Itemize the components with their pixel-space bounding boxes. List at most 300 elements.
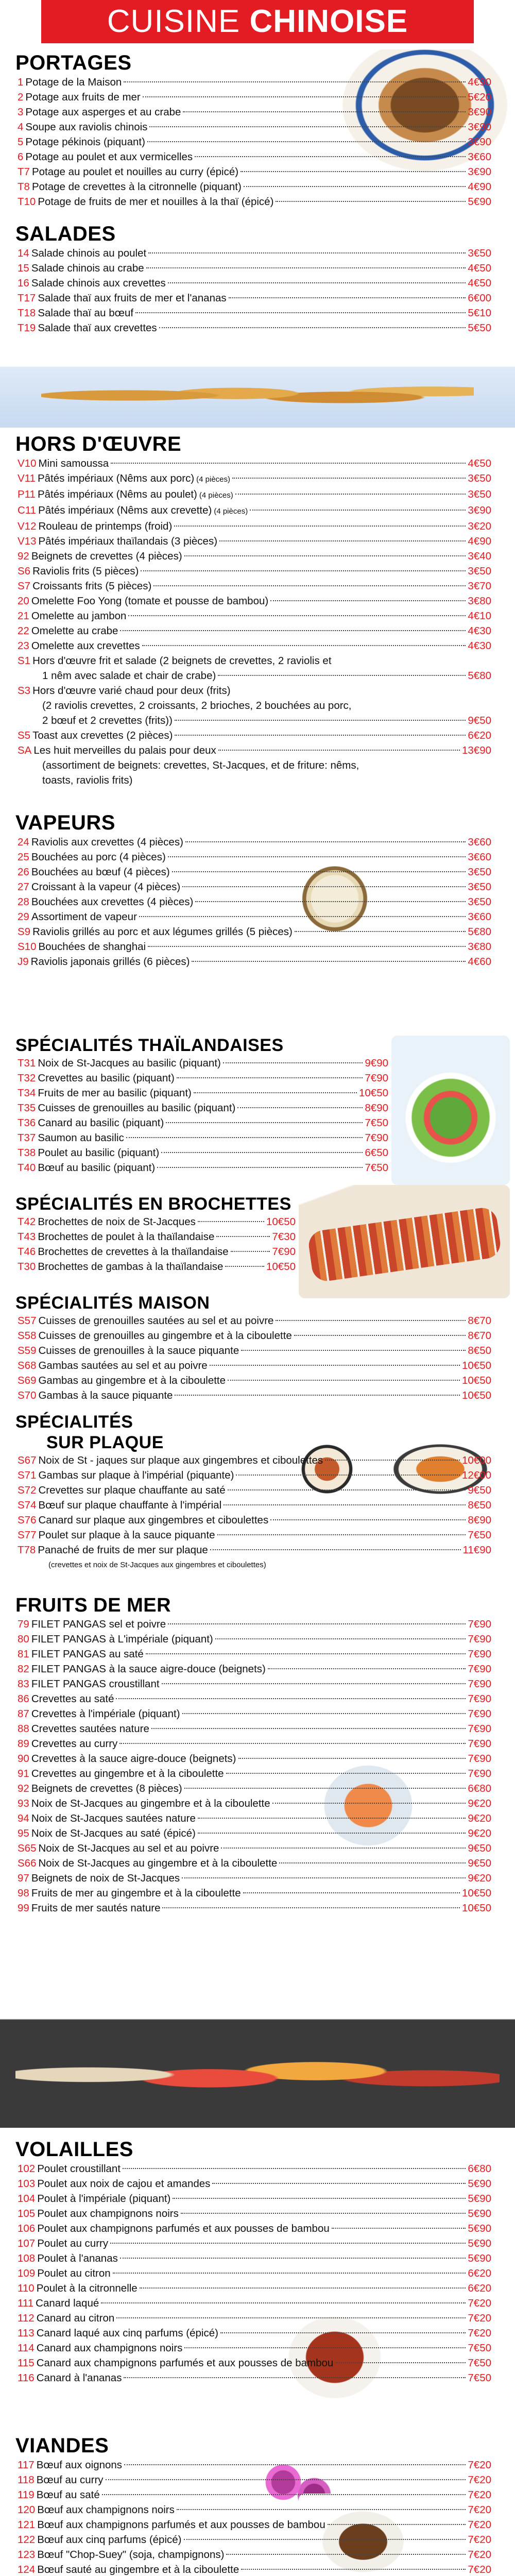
leader-dots bbox=[102, 2494, 466, 2495]
section-title: SPÉCIALITÉS MAISON bbox=[15, 1293, 210, 1313]
item-name: Bœuf aux champignons noirs bbox=[37, 2504, 175, 2516]
leader-dots bbox=[110, 2243, 466, 2244]
item-price: 8€70 bbox=[468, 1330, 491, 1342]
item-name: Raviolis aux crevettes (4 pièces) bbox=[31, 836, 183, 848]
leader-dots bbox=[151, 1728, 466, 1729]
item-price: 5€90 bbox=[468, 2252, 491, 2264]
item-name: Hors d'œuvre varié chaud pour deux (frits) bbox=[32, 685, 231, 697]
item-price: 4€60 bbox=[468, 956, 491, 968]
menu-item bbox=[18, 1811, 491, 1826]
menu-item bbox=[18, 1373, 491, 1388]
menu-item bbox=[18, 594, 491, 608]
item-code: 22 bbox=[18, 625, 29, 637]
item-code: 1 bbox=[18, 76, 24, 88]
item-code: S57 bbox=[18, 1315, 37, 1327]
item-name: Raviolis grillés au porc et aux légumes grillés (5 pièces) bbox=[32, 926, 293, 938]
leader-dots bbox=[217, 1534, 466, 1535]
item-price: 9€50 bbox=[468, 1857, 491, 1869]
menu-item bbox=[18, 2236, 491, 2251]
item-price: 7€90 bbox=[468, 1648, 491, 1660]
item-code: S1 bbox=[18, 655, 31, 667]
menu-item bbox=[18, 149, 491, 164]
item-list bbox=[18, 75, 491, 209]
item-price: 6€80 bbox=[468, 1783, 491, 1794]
item-code: 2 bbox=[18, 91, 24, 103]
item-code: 6 bbox=[18, 151, 24, 163]
item-code: T35 bbox=[18, 1102, 36, 1114]
item-list bbox=[18, 1313, 491, 1403]
item-code: S77 bbox=[18, 1529, 37, 1541]
item-name: Brochettes de poulet à la thaïlandaise bbox=[38, 1231, 215, 1243]
item-code: 79 bbox=[18, 1618, 29, 1630]
item-price: 7€20 bbox=[468, 2534, 491, 2546]
item-price: 3€50 bbox=[468, 247, 491, 259]
item-name: Crevettes sur plaque chauffante au saté bbox=[38, 1484, 226, 1496]
item-price: 12€00 bbox=[461, 1469, 491, 1481]
item-price: 4€50 bbox=[468, 262, 491, 274]
item-code: 21 bbox=[18, 610, 29, 622]
menu-item bbox=[18, 1130, 388, 1145]
menu-item bbox=[18, 683, 491, 698]
item-list bbox=[18, 1617, 491, 1916]
leader-dots bbox=[241, 2569, 466, 2570]
item-price: 7€90 bbox=[468, 1633, 491, 1645]
item-price: 7€20 bbox=[468, 2504, 491, 2516]
item-name: Gambas sur plaque à l'impérial (piquante) bbox=[38, 1469, 234, 1481]
menu-item bbox=[18, 653, 491, 668]
item-list bbox=[18, 246, 491, 335]
menu-item bbox=[18, 2266, 491, 2281]
leader-dots bbox=[168, 282, 466, 283]
item-name: (2 raviolis crevettes, 2 croissants, 2 brioches, 2 bouchées au porc, bbox=[42, 700, 352, 711]
leader-dots bbox=[120, 630, 466, 631]
leader-dots bbox=[184, 555, 466, 556]
item-price: 7€90 bbox=[468, 1708, 491, 1720]
item-name: Gambas sautées au sel et au poivre bbox=[38, 1360, 208, 1371]
item-price: 7€50 bbox=[468, 2357, 491, 2369]
menu-item bbox=[18, 2370, 491, 2385]
item-name: Canard laqué bbox=[36, 2297, 99, 2309]
menu-item bbox=[18, 1229, 296, 1244]
item-code: 89 bbox=[18, 1738, 29, 1750]
item-price: 5€90 bbox=[468, 2238, 491, 2249]
item-code: T7 bbox=[18, 166, 30, 178]
item-name: Beignets de noix de St-Jacques bbox=[31, 1872, 180, 1884]
item-code: P11 bbox=[18, 488, 36, 500]
leader-dots bbox=[124, 81, 466, 82]
leader-dots bbox=[182, 1713, 466, 1714]
item-code: S76 bbox=[18, 1514, 37, 1526]
leader-dots bbox=[243, 1892, 460, 1893]
menu-item bbox=[18, 1259, 296, 1274]
menu-item bbox=[18, 2547, 491, 2562]
item-name: Crevettes au gingembre et à la ciboulette bbox=[31, 1768, 224, 1780]
item-code: S6 bbox=[18, 565, 31, 577]
section-title: SALADES bbox=[15, 223, 116, 245]
menu-item bbox=[18, 519, 491, 534]
item-price: 10€00 bbox=[461, 1454, 491, 1466]
item-name: Pâtés impériaux (Nêms aux crevette) bbox=[38, 504, 212, 516]
menu-item bbox=[18, 1328, 491, 1343]
menu-item bbox=[18, 728, 491, 743]
item-price: 8€50 bbox=[468, 1499, 491, 1511]
menu-item bbox=[18, 579, 491, 594]
item-name: Les huit merveilles du palais pour deux bbox=[33, 744, 216, 756]
item-name: Raviolis japonais grillés (6 pièces) bbox=[30, 956, 190, 968]
item-code: 90 bbox=[18, 1753, 29, 1765]
item-name: Panaché de fruits de mer sur plaque bbox=[38, 1544, 208, 1556]
item-price: 7€20 bbox=[468, 2564, 491, 2575]
section-subtitle: SUR PLAQUE bbox=[46, 1433, 164, 1452]
item-price: 4€50 bbox=[468, 457, 491, 469]
item-code: 115 bbox=[18, 2357, 35, 2369]
menu-item bbox=[18, 1214, 296, 1229]
item-name: toasts, raviolis frits) bbox=[42, 774, 133, 786]
item-code: 91 bbox=[18, 1768, 29, 1780]
leader-dots bbox=[139, 916, 466, 917]
item-price: 7€50 bbox=[365, 1162, 388, 1174]
menu-item bbox=[18, 90, 491, 105]
leader-dots bbox=[174, 526, 466, 527]
menu-item bbox=[18, 1647, 491, 1662]
item-price: 8€50 bbox=[468, 1345, 491, 1357]
item-name: Poulet à l'impériale (piquant) bbox=[37, 2193, 171, 2205]
item-price: 5€10 bbox=[468, 307, 491, 319]
item-name: Canard aux champignons noirs bbox=[36, 2342, 183, 2354]
item-code: 4 bbox=[18, 121, 24, 133]
leader-dots bbox=[325, 1460, 460, 1461]
item-price: 9€50 bbox=[468, 1842, 491, 1854]
item-code: S72 bbox=[18, 1484, 37, 1496]
item-code: S71 bbox=[18, 1469, 37, 1481]
item-price: 13€90 bbox=[461, 744, 491, 756]
item-price: 3€50 bbox=[468, 896, 491, 908]
item-name: Poulet sur plaque à la sauce piquante bbox=[38, 1529, 215, 1541]
leader-dots bbox=[279, 1862, 466, 1863]
item-name: Poulet au citron bbox=[37, 2267, 111, 2279]
leader-dots bbox=[119, 1743, 466, 1744]
item-code: 81 bbox=[18, 1648, 29, 1660]
leader-dots bbox=[224, 1504, 466, 1505]
section-viandes bbox=[0, 2434, 515, 2576]
item-price: 5€90 bbox=[468, 2223, 491, 2234]
item-price: 5€90 bbox=[468, 2193, 491, 2205]
item-code: 110 bbox=[18, 2282, 35, 2294]
item-price: 6€80 bbox=[468, 2163, 491, 2175]
item-code: S7 bbox=[18, 580, 31, 592]
leader-dots bbox=[215, 1638, 466, 1639]
leader-dots bbox=[221, 1848, 466, 1849]
item-price: 7€90 bbox=[468, 1723, 491, 1735]
item-price: 7€20 bbox=[468, 2489, 491, 2501]
item-name: Canard sur plaque aux gingembres et ciboulettes bbox=[38, 1514, 269, 1526]
leader-dots bbox=[226, 2554, 466, 2555]
item-name: Potage de la Maison bbox=[25, 76, 122, 88]
seafood-photo bbox=[0, 2009, 515, 2128]
leader-dots bbox=[250, 510, 466, 511]
item-price: 7€20 bbox=[468, 2297, 491, 2309]
item-code: 28 bbox=[18, 896, 29, 908]
leader-dots bbox=[198, 1833, 466, 1834]
item-code: T18 bbox=[18, 307, 36, 319]
item-name: Soupe aux raviolis chinois bbox=[25, 121, 148, 133]
leader-dots bbox=[159, 327, 466, 328]
item-code: T36 bbox=[18, 1117, 36, 1129]
item-name: Cuisses de grenouilles à la sauce piquante bbox=[38, 1345, 239, 1357]
item-code: 20 bbox=[18, 595, 29, 607]
menu-item bbox=[18, 924, 491, 939]
menu-item bbox=[18, 1358, 491, 1373]
leader-dots bbox=[210, 1365, 460, 1366]
item-price: 4€30 bbox=[468, 640, 491, 652]
leader-dots bbox=[244, 186, 466, 187]
item-name: Fruits de mer au gingembre et à la ciboulette bbox=[31, 1887, 241, 1899]
item-code: S70 bbox=[18, 1389, 37, 1401]
item-name: Cuisses de grenouilles au basilic (piquant) bbox=[38, 1102, 236, 1114]
menu-item bbox=[18, 1736, 491, 1751]
menu-item bbox=[18, 894, 491, 909]
menu-item bbox=[18, 564, 491, 579]
item-code: S58 bbox=[18, 1330, 37, 1342]
item-code: T42 bbox=[18, 1216, 36, 1228]
item-code: 116 bbox=[18, 2372, 35, 2384]
leader-dots bbox=[157, 1167, 363, 1168]
menu-item bbox=[18, 879, 491, 894]
leader-dots bbox=[195, 156, 466, 157]
item-name: Bœuf aux cinq parfums (épicé) bbox=[37, 2534, 182, 2546]
menu-item bbox=[18, 1826, 491, 1841]
item-code: 92 bbox=[18, 1783, 29, 1794]
menu-item bbox=[18, 1751, 491, 1766]
item-code: S9 bbox=[18, 926, 31, 938]
leader-dots bbox=[106, 2479, 466, 2480]
menu-item bbox=[18, 276, 491, 291]
item-name: (assortiment de beignets: crevettes, St-Jacques, et de friture: nêms, bbox=[42, 759, 359, 771]
menu-item bbox=[18, 1781, 491, 1796]
menu-item bbox=[18, 1796, 491, 1811]
menu-item bbox=[18, 2311, 491, 2326]
item-code: 106 bbox=[18, 2223, 36, 2234]
item-price: 7€50 bbox=[468, 2372, 491, 2384]
section-vapeurs bbox=[0, 811, 515, 969]
item-code: 102 bbox=[18, 2163, 36, 2175]
item-price: 7€20 bbox=[468, 2474, 491, 2486]
leader-dots bbox=[175, 1395, 460, 1396]
menu-item bbox=[18, 1086, 388, 1100]
item-code: 14 bbox=[18, 247, 29, 259]
item-name: Pâtés impériaux thaïlandais (3 pièces) bbox=[38, 535, 218, 547]
menu-item bbox=[18, 246, 491, 261]
item-name: Salade thaï au bœuf bbox=[38, 307, 134, 319]
item-name: Poulet aux champignons parfumés et aux pousses de bambou bbox=[37, 2223, 330, 2234]
item-price: 7€20 bbox=[468, 2459, 491, 2471]
item-code: C11 bbox=[18, 504, 37, 516]
item-name: Noix de St-Jacques au basilic (piquant) bbox=[38, 1057, 221, 1069]
item-price: 6€20 bbox=[468, 730, 491, 741]
menu-item bbox=[18, 1721, 491, 1736]
item-name: Fruits de mer au basilic (piquant) bbox=[38, 1087, 192, 1099]
item-code: 118 bbox=[18, 2474, 35, 2486]
item-price: 3€90 bbox=[468, 504, 491, 516]
item-name: Brochettes de gambas à la thaïlandaise bbox=[38, 1261, 224, 1273]
item-code: T19 bbox=[18, 322, 36, 334]
item-price: 7€20 bbox=[468, 2519, 491, 2531]
item-code: 97 bbox=[18, 1872, 29, 1884]
item-price: 5€80 bbox=[468, 670, 491, 682]
item-price: 3€50 bbox=[468, 472, 491, 484]
leader-dots bbox=[241, 171, 466, 172]
item-code: 119 bbox=[18, 2489, 35, 2501]
menu-item bbox=[18, 713, 491, 728]
item-price: 10€50 bbox=[461, 1887, 491, 1899]
item-code: S69 bbox=[18, 1375, 37, 1386]
item-price: 10€50 bbox=[461, 1360, 491, 1371]
leader-dots bbox=[123, 2168, 466, 2169]
item-price: 4€90 bbox=[468, 535, 491, 547]
leader-dots bbox=[218, 675, 466, 676]
leader-dots bbox=[268, 1668, 466, 1669]
menu-item bbox=[18, 1071, 388, 1086]
item-code: J9 bbox=[18, 956, 29, 968]
item-list bbox=[18, 835, 491, 969]
leader-dots bbox=[184, 1788, 466, 1789]
section-fruits bbox=[0, 1595, 515, 1916]
leader-dots bbox=[162, 1907, 460, 1908]
item-price: 9€20 bbox=[468, 1798, 491, 1809]
menu-item bbox=[18, 2206, 491, 2221]
item-price: 3€80 bbox=[468, 941, 491, 953]
menu-item bbox=[18, 1528, 491, 1543]
item-name: Salade chinois au poulet bbox=[31, 247, 147, 259]
item-price: 3€90 bbox=[468, 136, 491, 148]
item-price: 5€80 bbox=[468, 926, 491, 938]
leader-dots bbox=[182, 886, 466, 887]
item-price: 7€50 bbox=[468, 1529, 491, 1541]
item-price: 10€50 bbox=[266, 1261, 296, 1273]
item-name: Potage aux asperges et au crabe bbox=[25, 106, 181, 118]
item-name: Pâtés impériaux (Nêms aux porc) bbox=[37, 472, 195, 484]
item-price: 7€90 bbox=[272, 1246, 296, 1258]
item-name: Bœuf au basilic (piquant) bbox=[38, 1162, 156, 1174]
item-code: 83 bbox=[18, 1678, 29, 1690]
item-code: 103 bbox=[18, 2178, 36, 2190]
item-name: Bouchées au bœuf (4 pièces) bbox=[31, 866, 170, 878]
item-code: 5 bbox=[18, 136, 24, 148]
item-code: T34 bbox=[18, 1087, 36, 1099]
item-list bbox=[18, 1056, 388, 1175]
item-name: FILET PANGAS à la sauce aigre-douce (beignets) bbox=[31, 1663, 266, 1675]
title-bold: CHINOISE bbox=[249, 4, 408, 39]
menu-item bbox=[18, 2191, 491, 2206]
item-list bbox=[18, 2458, 491, 2576]
leader-dots bbox=[276, 1320, 466, 1321]
item-price: 7€20 bbox=[468, 2327, 491, 2339]
item-price: 4€90 bbox=[468, 181, 491, 193]
leader-dots bbox=[295, 931, 466, 932]
leader-dots bbox=[149, 126, 466, 127]
item-code: S10 bbox=[18, 941, 37, 953]
item-code: T31 bbox=[18, 1057, 36, 1069]
leader-dots bbox=[198, 1221, 264, 1222]
leader-dots bbox=[192, 961, 466, 962]
leader-dots bbox=[198, 1818, 466, 1819]
leader-dots bbox=[113, 2273, 466, 2274]
item-note: (4 pièces) bbox=[199, 491, 233, 500]
menu-item bbox=[18, 2281, 491, 2296]
menu-item bbox=[18, 2472, 491, 2487]
item-code: 104 bbox=[18, 2193, 36, 2205]
leader-dots bbox=[177, 1077, 363, 1078]
item-price: 5€90 bbox=[468, 2208, 491, 2219]
section-title: PORTAGES bbox=[15, 52, 132, 74]
leader-dots bbox=[168, 1623, 466, 1624]
leader-dots bbox=[124, 2377, 466, 2378]
item-name: Crevettes à l'impériale (piquant) bbox=[31, 1708, 180, 1720]
item-price: 8€70 bbox=[468, 1315, 491, 1327]
leader-dots bbox=[219, 540, 466, 541]
item-name: Poulet aux noix de cajou et amandes bbox=[37, 2178, 211, 2190]
item-price: 3€50 bbox=[468, 866, 491, 878]
section-title: SPÉCIALITÉS bbox=[15, 1412, 133, 1432]
leader-dots bbox=[270, 1519, 466, 1520]
item-price: 6€50 bbox=[365, 1147, 388, 1159]
item-name: Bœuf au saté bbox=[36, 2489, 100, 2501]
leader-dots bbox=[153, 585, 466, 586]
menu-item bbox=[18, 456, 491, 471]
leader-dots bbox=[120, 2258, 466, 2259]
leader-dots bbox=[270, 600, 466, 601]
item-list bbox=[18, 1214, 296, 1274]
item-name: Noix de St-Jacques sautées nature bbox=[31, 1812, 196, 1824]
item-name: Potage au poulet et aux vermicelles bbox=[25, 151, 193, 163]
menu-item bbox=[18, 2251, 491, 2266]
leader-dots bbox=[194, 1092, 357, 1093]
item-name: 1 nêm avec salade et chair de crabe) bbox=[42, 670, 216, 682]
item-code: 99 bbox=[18, 1902, 29, 1914]
item-code: S65 bbox=[18, 1842, 37, 1854]
menu-item bbox=[18, 1543, 491, 1557]
menu-item bbox=[18, 623, 491, 638]
item-code: 120 bbox=[18, 2504, 36, 2516]
item-code: 93 bbox=[18, 1798, 29, 1809]
item-code: S74 bbox=[18, 1499, 37, 1511]
item-code: T32 bbox=[18, 1072, 36, 1084]
item-price: 3€90 bbox=[468, 106, 491, 118]
leader-dots bbox=[225, 1266, 264, 1267]
item-price: 9€20 bbox=[468, 1812, 491, 1824]
section-title: VIANDES bbox=[15, 2434, 109, 2457]
item-code: 86 bbox=[18, 1693, 29, 1705]
menu-item bbox=[18, 638, 491, 653]
menu-item bbox=[18, 487, 491, 503]
item-name: Salade chinois au crabe bbox=[31, 262, 144, 274]
section-brochettes bbox=[0, 1194, 515, 1274]
menu-item bbox=[18, 2355, 491, 2370]
leader-dots bbox=[175, 735, 466, 736]
spring-rolls-photo bbox=[0, 355, 515, 428]
leader-dots bbox=[116, 1698, 466, 1699]
item-price: 4€30 bbox=[468, 625, 491, 637]
item-price: 5€20 bbox=[468, 91, 491, 103]
leader-dots bbox=[146, 1653, 466, 1654]
leader-dots bbox=[184, 2347, 466, 2348]
item-note: (4 pièces) bbox=[196, 475, 231, 484]
item-price: 10€50 bbox=[266, 1216, 296, 1228]
leader-dots bbox=[226, 1773, 466, 1774]
leader-dots bbox=[229, 297, 466, 298]
menu-item bbox=[18, 1100, 388, 1115]
section-title: SPÉCIALITÉS EN BROCHETTES bbox=[15, 1194, 291, 1214]
